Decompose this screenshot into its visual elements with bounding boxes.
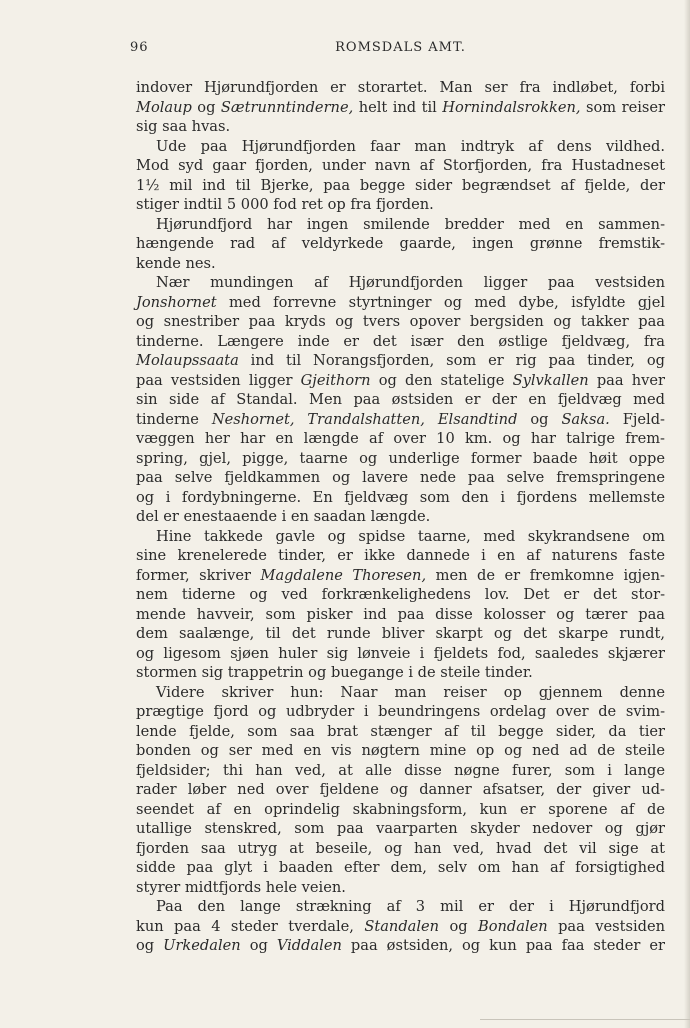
italic-name: Viddalen: [276, 937, 342, 954]
text-line: [136, 98, 665, 118]
text-run: Mod syd gaar fjorden, under navn af Storfjorden, fra Hustadneset: [136, 157, 665, 174]
italic-name: Jonshornet: [136, 293, 217, 311]
text-line: [136, 722, 665, 742]
text-line: [136, 878, 665, 898]
text-run: paa vestsiden ligger: [136, 371, 301, 389]
text-run: som reiser: [580, 98, 665, 116]
text-line: [136, 702, 665, 722]
text-line: [136, 917, 665, 937]
text-run: kun paa 4 steder tverdale,: [136, 917, 365, 935]
text-line: [136, 683, 665, 703]
text-line: [136, 663, 665, 683]
paragraph: [136, 78, 665, 137]
text-line: [136, 585, 665, 605]
page-edge-shadow: [684, 0, 690, 1028]
text-run: og: [240, 937, 277, 954]
text-run: Hjørundfjord har ingen smilende bredder med en sammen-: [156, 215, 665, 233]
text-run: indover Hjørundfjorden er storartet. Man ser fra indløbet, forbi: [136, 79, 665, 96]
text-run: utallige stenskred, som paa vaarparten skyder nedover og gjør: [136, 820, 665, 837]
text-line: [136, 936, 665, 956]
text-line: [136, 468, 665, 488]
text-line: [136, 566, 665, 586]
italic-name: Sylvkallen: [512, 371, 589, 389]
text-line: [136, 839, 665, 859]
text-line: [136, 819, 665, 839]
text-run: fjorden saa utryg at beseile, og han ved, hvad det vil sige at: [136, 839, 665, 857]
text-run: spring, gjel, pigge, taarne og underlige former baade høit oppe: [136, 449, 665, 467]
text-run: stormen sig trappetrin og buegange i de steile tinder.: [136, 664, 533, 681]
text-line: [136, 390, 665, 410]
text-run: helt ind til: [353, 98, 443, 116]
text-run: sidde paa glyt i baaden efter dem, selv om han af forsigtighed: [136, 859, 665, 876]
text-run: paa østsiden, og kun paa faa steder er: [341, 937, 665, 954]
text-run: seendet af en oprindelig skabningsform, kun er sporene af de: [136, 800, 665, 818]
text-line: [136, 195, 665, 215]
text-run: Videre skriver hun: Naar man reiser op gjennem denne: [156, 683, 665, 701]
text-run: med forrevne styrtninger og med dybe, isfyldte gjel: [216, 293, 665, 311]
text-line: [136, 137, 665, 157]
text-line: [136, 780, 665, 800]
text-run: tinderne: [136, 410, 212, 428]
running-title: ROMSDALS AMT.: [335, 40, 466, 55]
text-run: og: [191, 98, 221, 116]
text-run: former, skriver: [136, 566, 261, 584]
text-line: [136, 624, 665, 644]
paragraph: [136, 683, 665, 898]
paragraph: [136, 527, 665, 683]
text-line: [136, 858, 665, 878]
text-run: og snestriber paa kryds og tvers opover bergsiden og takker paa: [136, 313, 665, 330]
text-line: [136, 546, 665, 566]
page-header: [130, 40, 665, 62]
text-run: Ude paa Hjørundfjorden faar man indtryk af dens vildhed.: [156, 137, 665, 155]
text-line: [136, 429, 665, 449]
text-run: Nær mundingen af Hjørundfjorden ligger paa vestsiden: [156, 274, 665, 291]
italic-name: Magdalene Thoresen,: [260, 566, 427, 584]
text-line: [136, 293, 665, 313]
text-line: [136, 254, 665, 274]
text-line: [136, 176, 665, 196]
italic-name: Standalen: [364, 917, 440, 935]
text-line: [136, 527, 665, 547]
paragraph: [136, 897, 665, 956]
text-run: del er enestaaende i en saadan længde.: [136, 508, 431, 525]
page-number: 96: [130, 40, 149, 55]
paragraph: [136, 215, 665, 274]
text-run: mende havveir, som pisker ind paa disse kolosser og tærer paa: [136, 605, 665, 623]
text-line: [136, 507, 665, 527]
text-line: [136, 488, 665, 508]
text-line: [136, 371, 665, 391]
italic-name: Molaupssaata: [136, 352, 239, 369]
text-run: og den statelige: [370, 371, 513, 389]
page-bottom-rule: [480, 1019, 690, 1020]
text-run: stiger indtil 5 000 fod ret op fra fjorden.: [136, 196, 434, 213]
text-run: paa selve fjeldkammen og lavere nede paa selve fremspringene: [136, 469, 665, 486]
text-run: bonden og ser med en vis nøgtern mine op og ned ad de steile: [136, 742, 665, 759]
italic-name: Saksa.: [561, 410, 610, 428]
paragraph: [136, 137, 665, 215]
italic-name: Neshornet, Trandalshatten, Elsandtind: [211, 410, 518, 428]
italic-name: Gjeithorn: [300, 371, 371, 389]
paragraph: [136, 273, 665, 527]
text-run: sig saa hvas.: [136, 118, 231, 135]
text-run: Fjeld-: [609, 410, 665, 428]
text-run: nem tiderne og ved forkrænkelighedens lov. Det er det stor-: [136, 586, 665, 603]
text-line: [136, 449, 665, 469]
italic-name: Sætrunntinderne,: [220, 98, 354, 116]
text-line: [136, 332, 665, 352]
text-run: paa vestsiden: [547, 917, 665, 935]
text-run: og: [136, 937, 164, 954]
text-line: [136, 234, 665, 254]
text-line: [136, 351, 665, 371]
text-line: [136, 741, 665, 761]
text-line: [136, 761, 665, 781]
text-run: ind til Norangsfjorden, som er rig paa tinder, og: [238, 352, 665, 369]
text-run: Hine takkede gavle og spidse taarne, med skykrandsene om: [156, 527, 665, 545]
text-run: dem saalænge, til det runde bliver skarpt og det skarpe rundt,: [136, 625, 665, 642]
text-line: [136, 644, 665, 664]
text-run: kende nes.: [136, 254, 216, 272]
text-line: [136, 156, 665, 176]
text-run: 1½ mil ind til Bjerke, paa begge sider begrændset af fjelde, der: [136, 176, 665, 194]
text-line: [136, 273, 665, 293]
text-run: og i fordybningerne. En fjeldvæg som den i fjordens mellemste: [136, 488, 665, 506]
text-run: men de er fremkomne igjen-: [426, 566, 665, 584]
text-line: [136, 78, 665, 98]
italic-name: Bondalen: [478, 917, 548, 935]
text-line: [136, 410, 665, 430]
text-run: sine krenelerede tinder, er ikke dannede i en af naturens faste: [136, 547, 665, 564]
text-run: og ligesom sjøen huler sig lønveie i fjeldets fod, saaledes skjærer: [136, 644, 665, 662]
italic-name: Urkedalen: [163, 937, 241, 954]
text-run: væggen her har en længde af over 10 km. og har talrige frem-: [136, 430, 665, 447]
text-run: og: [439, 917, 479, 935]
text-run: tinderne. Længere inde er det især den østlige fjeldvæg, fra: [136, 332, 665, 350]
text-run: rader løber ned over fjeldene og danner afsatser, der giver ud-: [136, 781, 665, 798]
text-line: [136, 605, 665, 625]
text-run: Paa den lange strækning af 3 mil er der i Hjørundfjord: [156, 898, 665, 915]
text-line: [136, 897, 665, 917]
text-line: [136, 800, 665, 820]
text-run: og: [517, 410, 562, 428]
text-run: sin side af Standal. Men paa østsiden er der en fjeldvæg med: [136, 391, 665, 408]
text-run: paa hver: [588, 371, 665, 389]
text-line: [136, 215, 665, 235]
text-run: prægtige fjord og udbryder i beundringens ordelag over de svim-: [136, 703, 665, 720]
text-line: [136, 312, 665, 332]
italic-name: Hornindalsrokken,: [442, 98, 581, 116]
text-run: fjeldsider; thi han ved, at alle disse nøgne furer, som i lange: [136, 761, 665, 779]
text-run: hængende rad af veldyrkede gaarde, ingen grønne fremstik-: [136, 235, 665, 252]
text-line: [136, 117, 665, 137]
text-run: styrer midtfjords hele veien.: [136, 878, 346, 896]
text-run: lende fjelde, som saa brat stænger af til begge sider, da tier: [136, 722, 665, 740]
body-text: [136, 78, 665, 956]
italic-name: Molaup: [136, 98, 192, 116]
